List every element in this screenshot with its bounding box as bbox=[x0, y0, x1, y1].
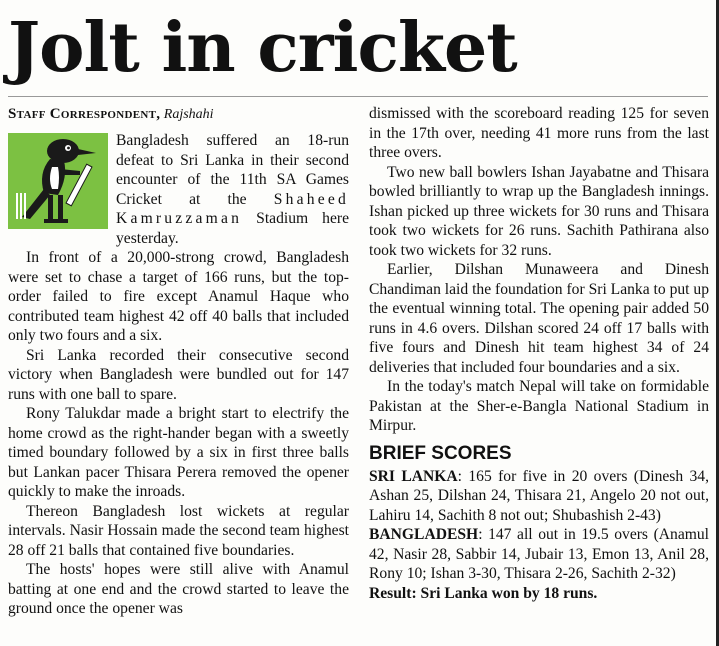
team-sri-lanka: SRI LANKA bbox=[369, 467, 458, 485]
article-paragraph-5: Thereon Bangladesh lost wickets at regular intervals. Nasir Hossain made the second team highest 28 off 21 balls that contained five boundaries. bbox=[8, 502, 349, 559]
article-column-left bbox=[8, 104, 349, 619]
cricket-mascot-icon bbox=[8, 133, 108, 229]
brief-scores-title: BRIEF SCORES bbox=[369, 442, 512, 464]
team-bangladesh: BANGLADESH bbox=[369, 526, 479, 543]
article-paragraph-7: Two new ball bowlers Ishan Jayabatne and Thisara bowled brilliantly to wrap up the Bangladesh innings. Ishan picked up three wickets for 30 runs and Thisara took two wickets for 26 runs. Sachith Pathirana also took two wickets for 32 runs. bbox=[369, 163, 709, 259]
byline-place: Rajshahi bbox=[163, 107, 214, 122]
article-paragraph-6: The hosts' hopes were still alive with Anamul batting at one end and the crowd started to leave the ground once the opener was bbox=[8, 561, 349, 617]
article-paragraph-9: In the today's match Nepal will take on formidable Pakistan at the Sher-e-Bangla National Stadium in Mirpur. bbox=[369, 378, 709, 434]
article-column-right bbox=[369, 104, 709, 603]
article-paragraph-2: In front of a 20,000-strong crowd, Bangladesh were set to chase a target of 166 runs, but the top-order failed to fire except Anamul Haque who contributed team highest 42 off 40 balls that included only two fours and a six. bbox=[8, 249, 349, 344]
article-paragraph-3: Sri Lanka recorded their consecutive second victory when Bangladesh were bundled out for 147 runs with one ball to spare. bbox=[8, 346, 349, 403]
byline bbox=[8, 104, 349, 125]
byline-author: Staff Correspondent, bbox=[8, 106, 161, 122]
article-paragraph-8: Earlier, Dilshan Munaweera and Dinesh Chandiman laid the foundation for Sri Lanka to put up the eventual winning total. The opening pair added 50 runs in 4.6 overs. Dilshan scored 24 off 17 balls with five fours and Dinesh hit team highest 34 of 24 deliveries that included four boundaries and a six. bbox=[369, 261, 709, 376]
article-paragraph-1: Bangladesh suffered an 18-run defeat to Sri Lanka in their second encounter of the 11th SA Games Cricket at the Shaheed Kamruzzaman Stadium here yesterday. bbox=[116, 132, 349, 247]
headline-rule bbox=[8, 96, 708, 97]
article-paragraph-4: Rony Talukdar made a bright start to electrify the home crowd as the right-hander began with a sweetly timed boundary followed by a six in first three balls but Lankan pacer Thisara Perera removed the opener quickly to make the inroads. bbox=[8, 405, 349, 500]
score-bangladesh: BANGLADESH: 147 all out in 19.5 overs (Anamul 42, Nasir 28, Sabbir 14, Jubair 13, Emon 13, Anil 28, Rony 10; Ishan 3-30, Thisara 2-26, Sachith 2-32) bbox=[369, 526, 709, 582]
match-result: Result: Sri Lanka won by 18 runs. bbox=[369, 584, 598, 602]
headline: Jolt in cricket bbox=[8, 8, 517, 88]
article-paragraph-6-continued: dismissed with the scoreboard reading 125 for seven in the 17th over, needing 41 more runs from the last three overs. bbox=[369, 105, 709, 161]
score-sri-lanka: SRI LANKA: 165 for five in 20 overs (Dinesh 34, Ashan 25, Dilshan 24, Thisara 21, Angelo 20 not out, Lahiru 14, Sachith 8 not out; Shubashish 2-43) bbox=[369, 467, 709, 524]
